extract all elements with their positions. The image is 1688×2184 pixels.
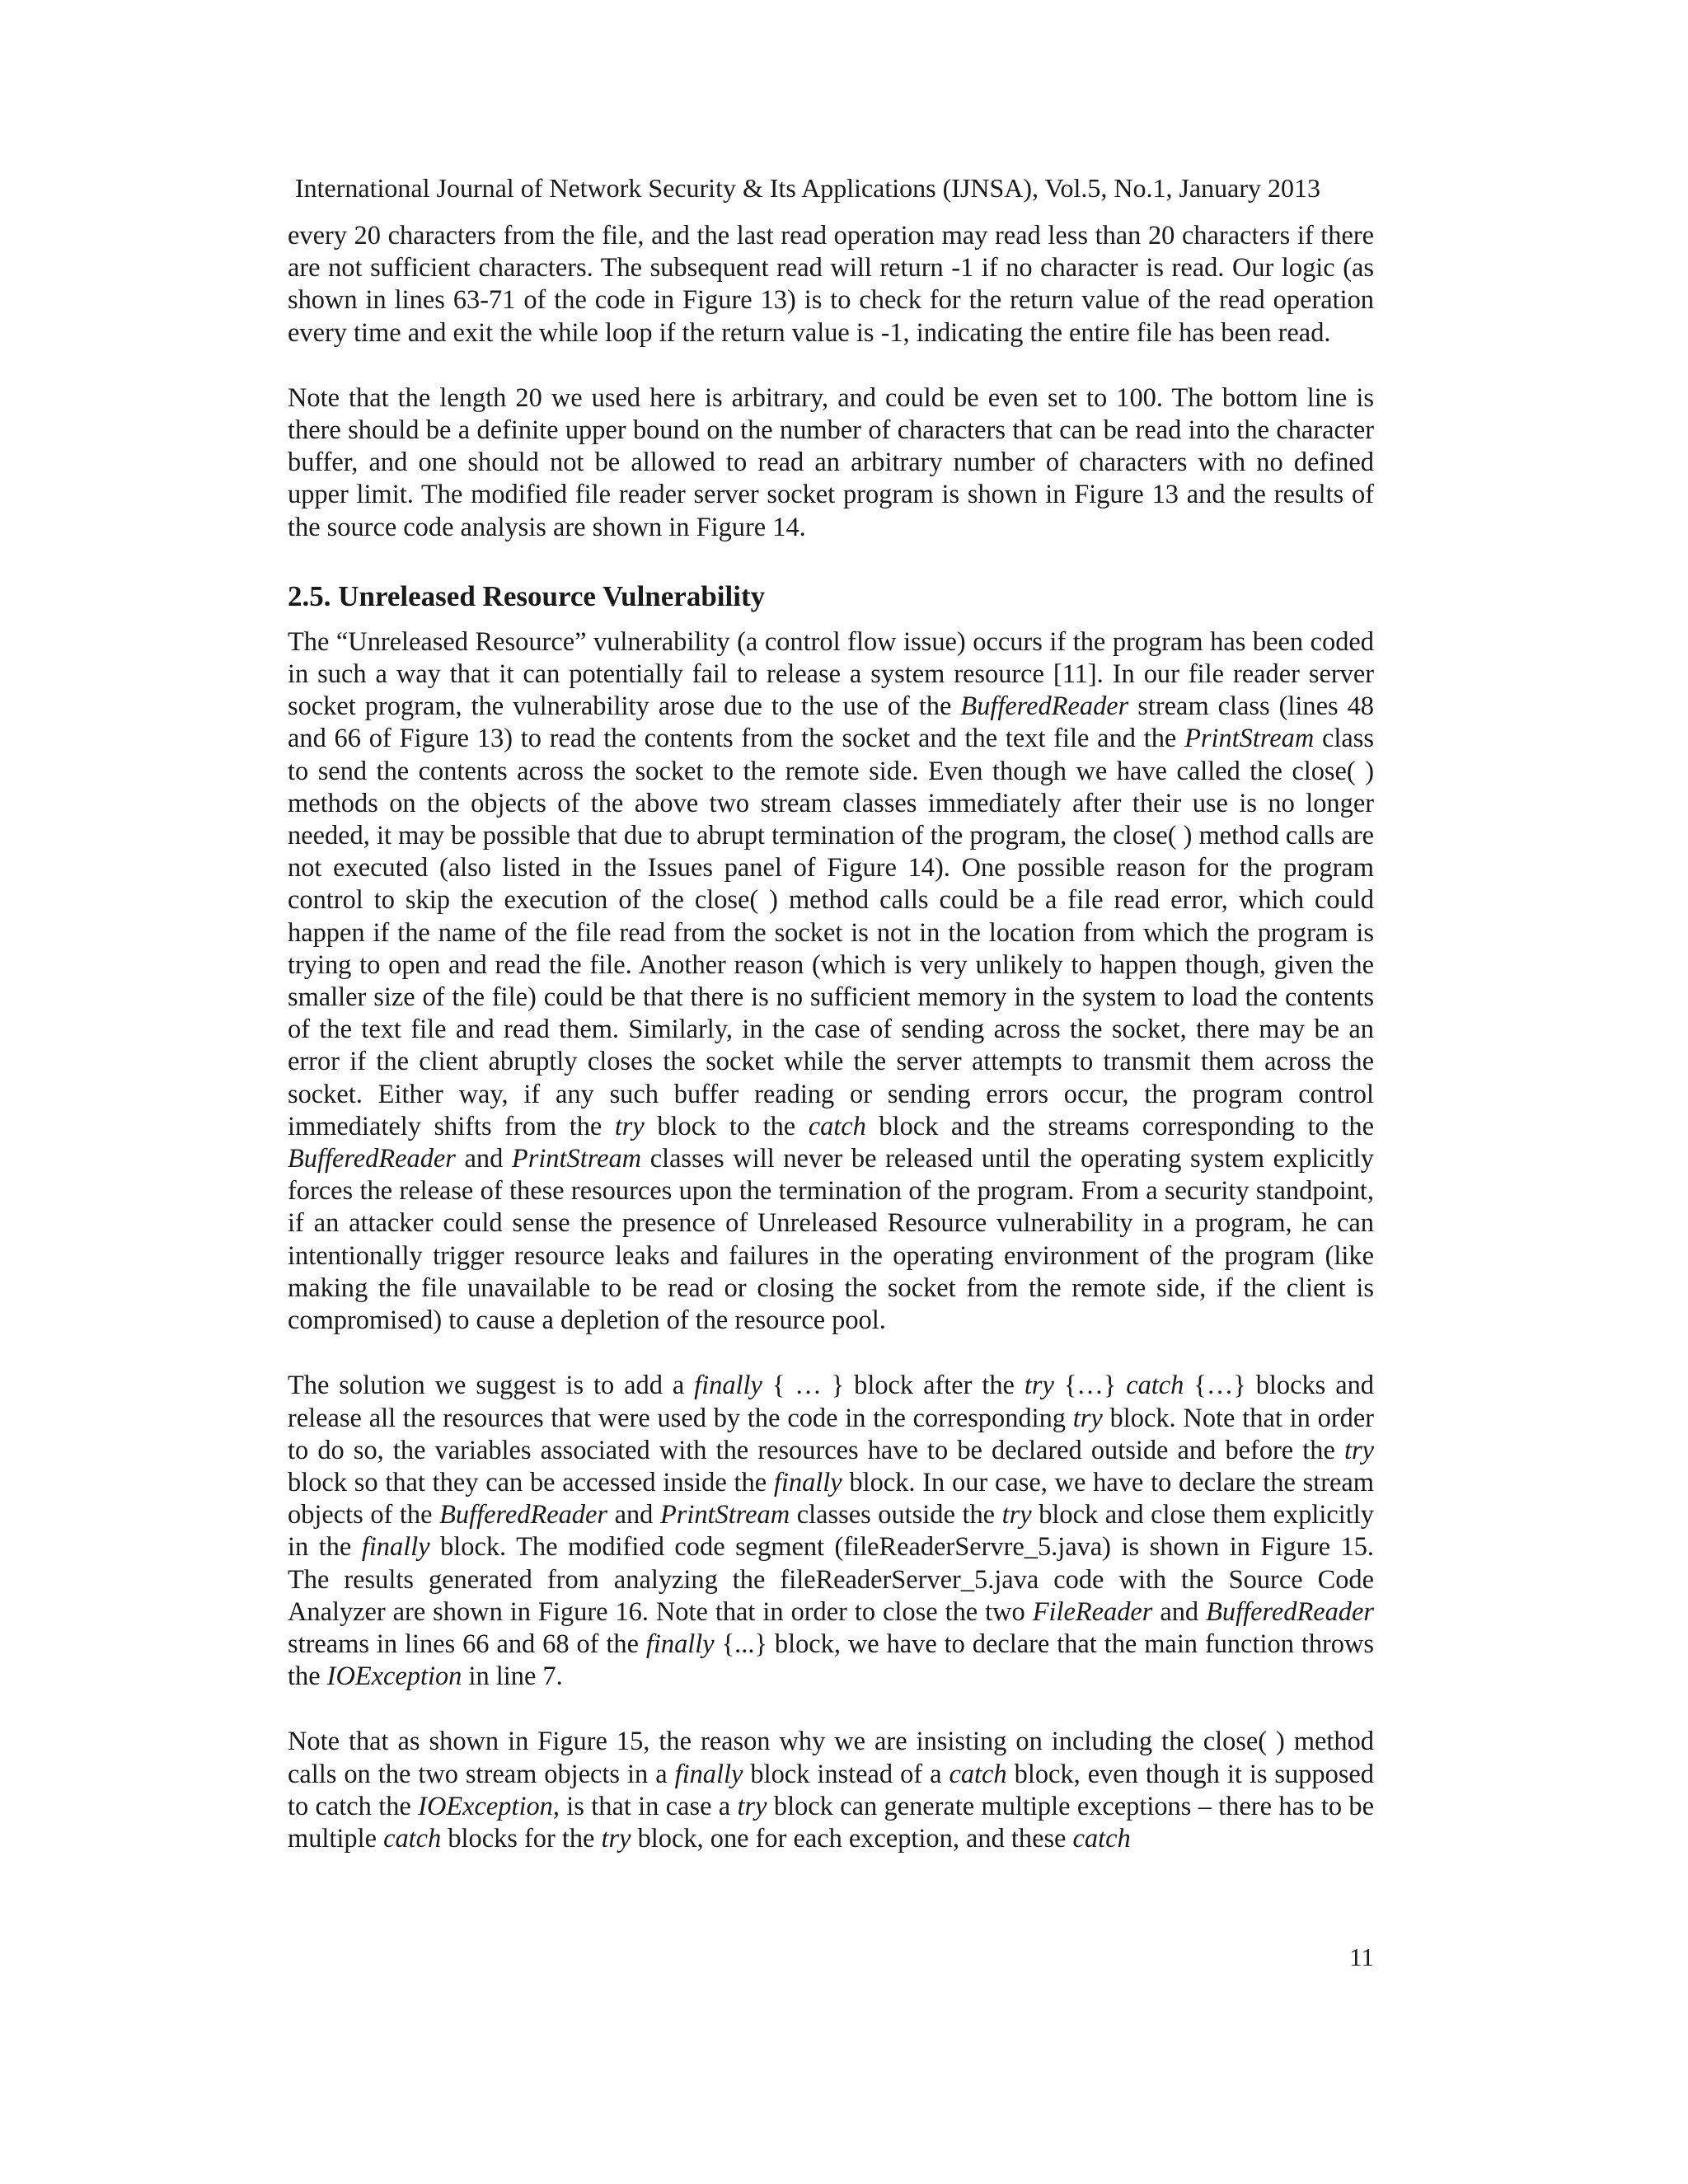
italic-term: BufferedReader bbox=[439, 1500, 607, 1530]
paragraph-text: block and close them explicitly in the bbox=[288, 1500, 1375, 1563]
paragraph-text: classes outside the bbox=[790, 1500, 1002, 1530]
italic-term: finally bbox=[674, 1759, 743, 1789]
paragraph-text: blocks for the bbox=[441, 1823, 602, 1854]
italic-term: try bbox=[614, 1111, 645, 1141]
paragraph-text: class to send the contents across the socket to the remote side. Even though we have called the close( ) methods on the objects of the above two stream classes immediately after their use is no longer needed, it may be possible that due to abrupt termination of the program, the close( ) method calls are not executed (also listed in the Issues panel of Figure 14). One possible reason for the program control to skip the execution of the close( ) method calls could be a file read error, which could happen if the name of the file read from the socket is not in the location from which the program is trying to open and read the file. Another reason (which is very unlikely to happen though, given the smaller size of the file) could be that there is no sufficient memory in the system to load the contents of the text file and read them. Similarly, in the case of sending across the socket, there may be an error if the client abruptly closes the socket while the server attempts to transmit them across the socket. Either way, if any such buffer reading or sending errors occur, the program control immediately shifts from the bbox=[288, 724, 1374, 1141]
italic-term: catch bbox=[949, 1759, 1007, 1789]
body-paragraph-1 bbox=[288, 220, 1374, 349]
italic-term: finally bbox=[361, 1532, 430, 1563]
italic-term: BufferedReader bbox=[1206, 1596, 1374, 1627]
paragraph-text: block so that they can be accessed inside the bbox=[288, 1467, 774, 1497]
paragraph-text: {...} block, we have to declare that the main function throws the bbox=[288, 1629, 1374, 1692]
italic-term: PrintStream bbox=[511, 1144, 642, 1174]
italic-term: finally bbox=[694, 1371, 762, 1401]
italic-term: IOException bbox=[418, 1791, 553, 1821]
paragraph-text: { … } block after the bbox=[762, 1371, 1025, 1401]
paragraph-text: and bbox=[1152, 1596, 1207, 1627]
italic-term: try bbox=[1024, 1371, 1054, 1401]
body-paragraph-3 bbox=[288, 626, 1374, 1337]
page-number: 11 bbox=[1349, 1943, 1374, 1971]
paragraph-text: block, even though it is supposed to catch the bbox=[288, 1759, 1374, 1821]
italic-term: finally bbox=[645, 1629, 715, 1659]
body-paragraph-5 bbox=[288, 1726, 1374, 1855]
italic-term: BufferedReader bbox=[288, 1144, 456, 1174]
italic-term: catch bbox=[383, 1823, 442, 1854]
body-paragraph-4 bbox=[288, 1370, 1374, 1693]
paragraph-text: stream class (lines 48 and 66 of Figure 13) to read the contents from the socket and the text file and the bbox=[288, 691, 1374, 754]
paragraph-text: {…} bbox=[1053, 1371, 1127, 1401]
paragraph-text: in line 7. bbox=[462, 1661, 563, 1692]
paragraph-text: block to the bbox=[644, 1111, 809, 1141]
paragraph-text: Note that the length 20 we used here is arbitrary, and could be even set to 100. The bottom line is there should be a definite upper bound on the number of characters that can be read into the character buffer, and one should not be allowed to read an arbitrary number of characters with no defined upper limit. The modified file reader server socket program is shown in Figure 13 and the results of the source code analysis are shown in Figure 14. bbox=[288, 382, 1374, 542]
paragraph-text: , is that in case a bbox=[552, 1791, 738, 1821]
italic-term: finally bbox=[773, 1467, 842, 1497]
paragraph-text: {…} blocks and release all the resources that were used by the code in the corresponding bbox=[288, 1371, 1374, 1433]
italic-term: FileReader bbox=[1032, 1596, 1153, 1627]
paragraph-text: block, one for each exception, and these bbox=[631, 1823, 1073, 1854]
italic-term: try bbox=[601, 1823, 631, 1854]
paragraph-text: Note that as shown in Figure 15, the reason why we are insisting on including the close( ) method calls on the two stream objects in a bbox=[288, 1727, 1374, 1789]
section-heading: 2.5. Unreleased Resource Vulnerability bbox=[288, 579, 766, 612]
italic-term: catch bbox=[1126, 1371, 1184, 1401]
paragraph-text: block and the streams corresponding to the bbox=[865, 1111, 1374, 1141]
italic-term: BufferedReader bbox=[960, 691, 1129, 722]
paragraph-text: classes will never be released until the operating system explicitly forces the release of these resources upon the termination of the program. From a security standpoint, if an attacker could sense the presence of Unreleased Resource vulnerability in a program, he can intentionally trigger resource leaks and failures in the operating environment of the program (like making the file unavailable to be read or closing the socket from the remote side, if the client is compromised) to cause a depletion of the resource pool. bbox=[288, 1144, 1374, 1336]
paragraph-text: The solution we suggest is to add a bbox=[288, 1371, 695, 1401]
italic-term: IOException bbox=[326, 1661, 462, 1692]
paragraph-text: The “Unreleased Resource” vulnerability (a control flow issue) occurs if the program has been coded in such a way that it can potentially fail to release a system resource [11]. In our file reader server socket program, the vulnerability arose due to the use of the bbox=[288, 626, 1374, 722]
italic-term: try bbox=[737, 1791, 767, 1821]
paragraph-text: block. Note that in order to do so, the variables associated with the resources have to be declared outside and before the bbox=[288, 1403, 1374, 1465]
italic-term: try bbox=[1001, 1500, 1032, 1530]
paragraph-text: streams in lines 66 and 68 of the bbox=[288, 1629, 646, 1659]
paragraph-text: block. In our case, we have to declare the stream objects of the bbox=[288, 1467, 1374, 1530]
italic-term: PrintStream bbox=[1184, 724, 1315, 754]
paragraph-text: and bbox=[607, 1500, 660, 1530]
italic-term: try bbox=[1072, 1403, 1103, 1433]
italic-term: catch bbox=[808, 1111, 866, 1141]
paragraph-text: and bbox=[455, 1144, 512, 1174]
paragraph-text: block can generate multiple exceptions – there has to be multiple bbox=[288, 1791, 1374, 1854]
italic-term: catch bbox=[1072, 1823, 1131, 1854]
paragraph-text: every 20 characters from the file, and the last read operation may read less than 20 characters if there are not sufficient characters. The subsequent read will return -1 if no character is read. Our logic (as shown in lines 63-71 of the code in Figure 13) is to check for the return value of the read operation every time and exit the while loop if the return value is -1, indicating the entire file has been read. bbox=[288, 221, 1374, 348]
running-header: International Journal of Network Security & Its Applications (IJNSA), Vol.5, No.1, January 2013 bbox=[295, 173, 1320, 203]
body-paragraph-2 bbox=[288, 382, 1374, 544]
italic-term: try bbox=[1344, 1435, 1374, 1465]
paragraph-text: block instead of a bbox=[743, 1759, 950, 1789]
paragraph-text: block. The modified code segment (fileReaderServre_5.java) is shown in Figure 15. The results generated from analyzing the fileReaderServer_5.java code with the Source Code Analyzer are shown in Figure 16. Note that in order to close the two bbox=[288, 1532, 1374, 1627]
italic-term: PrintStream bbox=[659, 1500, 790, 1530]
article-body bbox=[288, 220, 1374, 1855]
